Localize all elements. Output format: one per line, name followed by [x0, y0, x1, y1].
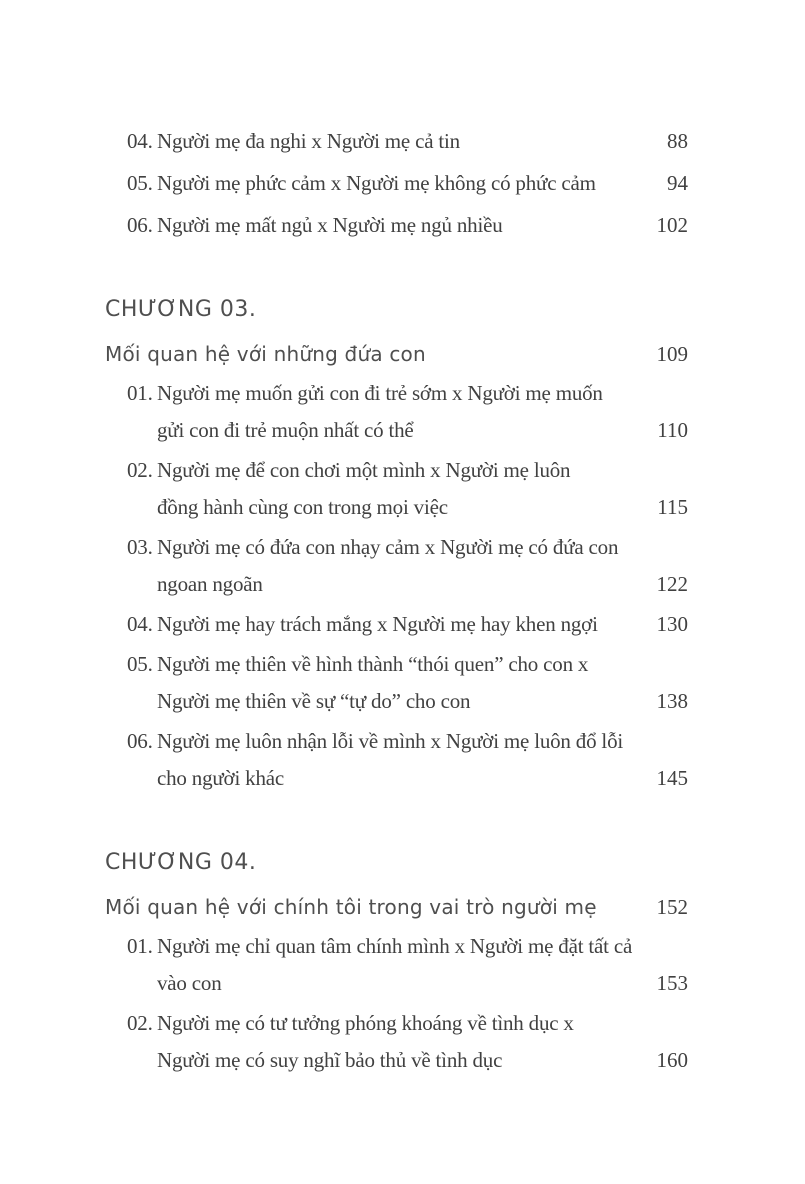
item-number: 06.: [127, 213, 153, 237]
chapter-page-number: 109: [656, 342, 688, 366]
toc-item: [105, 928, 688, 1002]
chapter-page-number: 152: [656, 895, 688, 919]
item-number: 04.: [127, 612, 153, 636]
toc-item: [105, 375, 688, 449]
item-page-number: 88: [667, 129, 688, 153]
item-number: 02.: [127, 1011, 153, 1035]
item-page-number: 115: [657, 495, 688, 519]
toc-item: [105, 529, 688, 603]
item-page-number: 122: [656, 572, 688, 596]
item-text-continued: gửi con đi trẻ muộn nhất có thể: [157, 418, 414, 442]
toc-item: [105, 606, 688, 643]
item-text: Người mẹ có tư tưởng phóng khoáng về tình dục x: [157, 1011, 574, 1035]
item-text: Người mẹ phức cảm x Người mẹ không có phức cảm: [157, 171, 596, 195]
item-text: Người mẹ để con chơi một mình x Người mẹ luôn: [157, 458, 571, 482]
toc-leading-items: [105, 123, 688, 244]
chapter-title-line: [105, 888, 688, 926]
item-page-number: 138: [656, 689, 688, 713]
item-text-continued: Người mẹ thiên về sự “tự do” cho con: [157, 689, 471, 713]
item-page-number: 160: [656, 1048, 688, 1072]
item-page-number: 145: [656, 766, 688, 790]
item-page-number: 102: [656, 213, 688, 237]
chapter-title-line: [105, 335, 688, 373]
item-text-continued: cho người khác: [157, 766, 284, 790]
item-page-number: 130: [656, 612, 688, 636]
toc-item: [105, 207, 688, 244]
toc-item: [105, 723, 688, 797]
toc-item: [105, 123, 688, 160]
item-number: 01.: [127, 381, 153, 405]
toc-item: [105, 452, 688, 526]
item-text: Người mẹ hay trách mắng x Người mẹ hay khen ngợi: [157, 612, 598, 636]
item-page-number: 153: [656, 971, 688, 995]
item-text-continued: Người mẹ có suy nghĩ bảo thủ về tình dục: [157, 1048, 503, 1072]
item-number: 06.: [127, 729, 153, 753]
item-text: Người mẹ mất ngủ x Người mẹ ngủ nhiều: [157, 213, 503, 237]
toc-chapter-03: [105, 291, 688, 797]
item-number: 03.: [127, 535, 153, 559]
chapter-heading: CHƯƠNG 04.: [105, 850, 257, 875]
toc-item: [105, 1005, 688, 1079]
item-text: Người mẹ đa nghi x Người mẹ cả tin: [157, 129, 460, 153]
toc-item: [105, 646, 688, 720]
item-page-number: 110: [657, 418, 688, 442]
item-text-continued: vào con: [157, 971, 222, 995]
item-text-continued: đồng hành cùng con trong mọi việc: [157, 495, 448, 519]
chapter-title: Mối quan hệ với những đứa con: [105, 342, 426, 366]
chapter-items: [105, 375, 688, 797]
item-page-number: 94: [667, 171, 688, 195]
item-text: Người mẹ thiên về hình thành “thói quen” cho con x: [157, 652, 589, 676]
item-number: 04.: [127, 129, 153, 153]
item-text: Người mẹ luôn nhận lỗi về mình x Người mẹ luôn đổ lỗi: [157, 729, 624, 753]
item-text: Người mẹ có đứa con nhạy cảm x Người mẹ có đứa con: [157, 535, 619, 559]
item-number: 05.: [127, 652, 153, 676]
chapter-title: Mối quan hệ với chính tôi trong vai trò người mẹ: [105, 895, 597, 919]
toc-chapter-04: [105, 844, 688, 1079]
item-text: Người mẹ muốn gửi con đi trẻ sớm x Người mẹ muốn: [157, 381, 603, 405]
chapter-heading: CHƯƠNG 03.: [105, 297, 257, 322]
chapter-items: [105, 928, 688, 1079]
item-number: 02.: [127, 458, 153, 482]
item-text-continued: ngoan ngoãn: [157, 572, 263, 596]
toc-item: [105, 165, 688, 202]
item-number: 01.: [127, 934, 153, 958]
item-text: Người mẹ chỉ quan tâm chính mình x Người mẹ đặt tất cả: [157, 934, 633, 958]
item-number: 05.: [127, 171, 153, 195]
